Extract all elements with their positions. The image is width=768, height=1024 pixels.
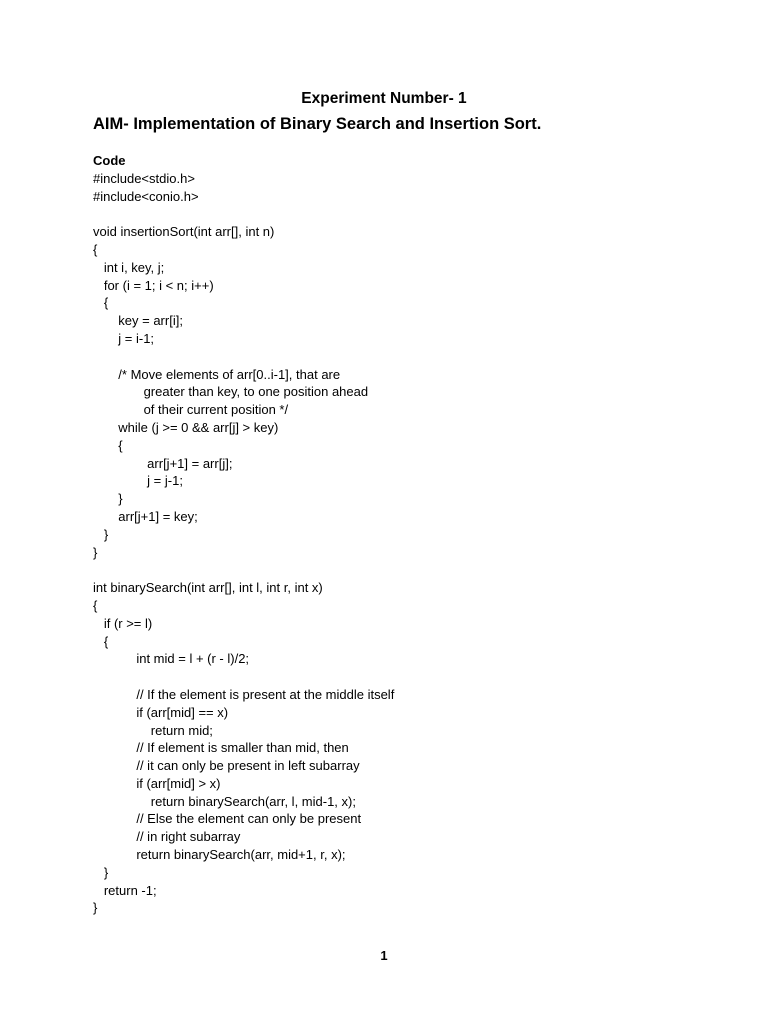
code-line: // Else the element can only be present — [93, 811, 362, 827]
code-line: { — [93, 597, 98, 613]
code-line: // it can only be present in left subarray — [93, 758, 360, 774]
code-line: // If element is smaller than mid, then — [93, 740, 349, 756]
code-line: // in right subarray — [93, 829, 241, 845]
code-line: while (j >= 0 && arr[j] > key) — [93, 419, 279, 435]
code-heading: Code — [93, 153, 126, 168]
aim-heading: AIM- Implementation of Binary Search and Insertion Sort. — [93, 115, 542, 133]
code-line: return mid; — [93, 722, 213, 738]
code-line: } — [93, 544, 98, 560]
code-line: if (arr[mid] > x) — [93, 775, 221, 791]
page-number: 1 — [380, 948, 388, 963]
code-line: return -1; — [93, 882, 157, 898]
code-line: return binarySearch(arr, l, mid-1, x); — [93, 793, 356, 809]
code-line: key = arr[i]; — [93, 313, 183, 329]
code-line — [93, 668, 394, 686]
code-line: greater than key, to one position ahead — [93, 384, 369, 400]
code-line: j = j-1; — [93, 473, 183, 489]
code-line: { — [93, 295, 109, 311]
code-line: } — [93, 864, 109, 880]
code-line: arr[j+1] = arr[j]; — [93, 455, 233, 471]
code-line: int binarySearch(int arr[], int l, int r, int x) — [93, 580, 323, 596]
code-line: #include<stdio.h> — [93, 170, 195, 186]
code-line — [93, 561, 394, 579]
code-line: if (r >= l) — [93, 615, 153, 631]
code-line: } — [93, 491, 123, 507]
code-line: } — [93, 900, 98, 916]
code-line: for (i = 1; i < n; i++) — [93, 277, 214, 293]
experiment-title: Experiment Number- 1 — [301, 90, 467, 107]
code-line — [93, 348, 394, 366]
code-line: { — [93, 437, 123, 453]
code-line: } — [93, 526, 109, 542]
code-listing — [93, 170, 394, 917]
code-line: { — [93, 241, 98, 257]
code-line: // If the element is present at the middle itself — [93, 686, 395, 702]
code-line: void insertionSort(int arr[], int n) — [93, 224, 275, 240]
code-line: return binarySearch(arr, mid+1, r, x); — [93, 847, 346, 863]
code-line: j = i-1; — [93, 330, 155, 346]
code-line: /* Move elements of arr[0..i-1], that are — [93, 366, 341, 382]
code-line: #include<conio.h> — [93, 188, 199, 204]
code-line: { — [93, 633, 109, 649]
code-line: of their current position */ — [93, 402, 289, 418]
code-line: int mid = l + (r - l)/2; — [93, 651, 250, 667]
code-line: arr[j+1] = key; — [93, 508, 198, 524]
code-line: if (arr[mid] == x) — [93, 704, 229, 720]
code-line: int i, key, j; — [93, 259, 165, 275]
code-line — [93, 205, 394, 223]
